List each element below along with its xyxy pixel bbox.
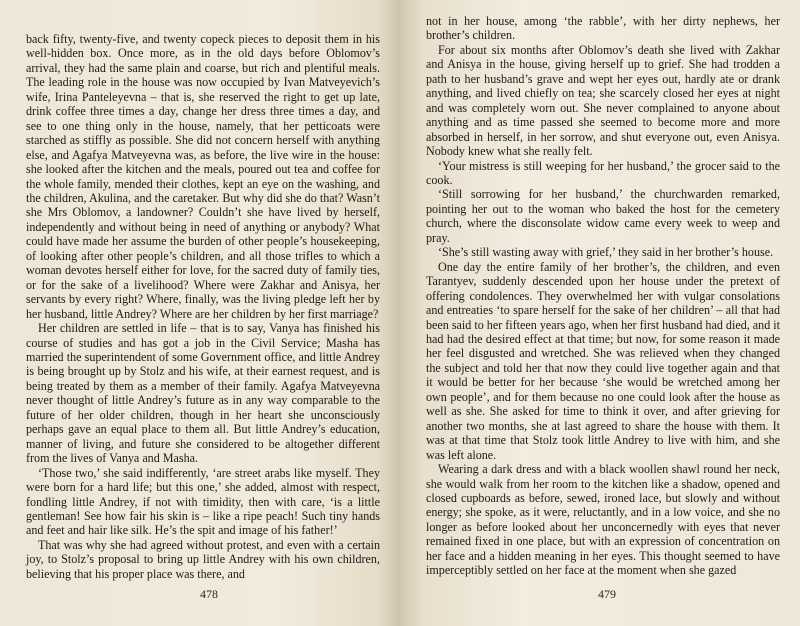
paragraph: For about six months after Oblomov’s death she lived with Zakhar and Anisya in the house, giving herself up to grief. She had trodden a path to her husband’s grave and wept her eyes out, hardly ate or drank anything, and lived chiefly on tea; she scarcely closed her eyes at night and was completely worn out. She never complained to anyone about anything and as time passed she seemed to become more and more absorbed in herself, in her sorrow, and shut everyone out, even Anisya. Nobody knew what she really felt. [426, 42, 780, 159]
paragraph: Wearing a dark dress and with a black woollen shawl round her neck, she would walk from her room to the kitchen like a shadow, opened and closed cupboards as before, sewed, ironed lace, but slowly and without energy; she spoke, as it were, reluctantly, and in a low voice, and she no longer as before looked about her unconcernedly with eyes that never remained fixed in one place, but with an expression of concentration on her face and a hidden meaning in her eyes. This thought seemed to have imperceptibly settled on her face at the moment when she gazed [426, 462, 780, 578]
paragraph: That was why she had agreed without protest, and even with a certain joy, to Stolz’s proposal to bring up little Andrey with his own children, believing that his proper place was there, and [26, 537, 380, 581]
right-page-text [426, 14, 780, 578]
paragraph: back fifty, twenty-five, and twenty copeck pieces to deposit them in his well-hidden box. Once more, as in the old days before Oblomov’s arrival, they had the same plain and coarse, but rich and plentiful meals. The leading role in the house was now occupied by Ivan Matveyevich’s wife, Irina Panteleyevna – that is, she reserved the right to get up late, drink coffee three times a day, change her dress three times a day, and see to one thing only in the house, namely, that her petticoats were starched as stiffly as possible. She did not concern herself with anything else, and Agafya Matveyevna was, as before, the live wire in the house: she looked after the kitchen and the meals, poured out tea and coffee for the whole family, mended their clothes, kept an eye on the washing, and the children, Akulina, and the caretaker. But why did she do that? Wasn’t she Mrs Oblomov, a landowner? Couldn’t she have lived by herself, independently and without being in need of anything or anybody? What could have made her assume the burden of other people’s housekeeping, of looking after other people’s children, and all those trifles to which a woman devotes herself either for love, for the sacred duty of family ties, or for the sake of a livelihood? Where were Zakhar and Anisya, her servants by every right? Where, finally, was the living pledge left her by her husband, little Andrey? Where are her children by her first marriage? [26, 32, 380, 321]
paragraph: One day the entire family of her brother’s, the children, and even Tarantyev, suddenly descended upon her house under the pretext of offering condolences. They overwhelmed her with vulgar consolations and entreaties ‘to spare herself for the sake of her children’ – all that had been said to her fifteen years ago, when her first husband had died, and it had had the desired effect at that time; but now, for some reason it made her feel disgusted and wretched. She was relieved when they changed the subject and told her that now they could live together again and that it would be better for her because ‘she would be wretched among her own people’, and for them because no one could look after the house as well as she. She asked for time to think it over, and after grieving for another two months, she at last agreed to share the house with them. It was at that time that Stolz took little Andrey to live with him, and she was left alone. [426, 259, 780, 462]
paragraph: ‘She’s still wasting away with grief,’ they said in her brother’s house. [438, 245, 774, 260]
left-page-text [26, 32, 380, 581]
page-number: 479 [598, 587, 616, 601]
page-number: 478 [200, 587, 218, 601]
paragraph: ‘Your mistress is still weeping for her husband,’ the grocer said to the cook. [426, 158, 780, 187]
paragraph: ‘Those two,’ she said indifferently, ‘are street arabs like myself. They were born for a hard life; but this one,’ she added, almost with respect, fondling little Andrey, if not with timidity, then with care, ‘is a little gentleman! See how fair his skin is – like a ripe peach! Such tiny hands and feet and hair like silk. He’s the spit and image of his father!’ [26, 465, 380, 538]
right-page [400, 0, 800, 626]
paragraph: ‘Still sorrowing for her husband,’ the churchwarden remarked, pointing her out to the woman who baked the host for the cemetery church, where the disconsolate widow came every week to weep and pray. [426, 187, 780, 245]
paragraph: not in her house, among ‘the rabble’, with her dirty nephews, her brother’s children. [426, 14, 780, 43]
paragraph: Her children are settled in life – that is to say, Vanya has finished his course of studies and has got a job in the Civil Service; Masha has married the superintendent of some Government office, and little Andrey is being brought up by Stolz and his wife, at their earnest request, and is being treated by them as a member of their family. Agafya Matveyevna never thought of little Andrey’s future as in any way comparable to the future of her older children, though in her heart she unconsciously perhaps gave an equal place to them all. But little Andrey’s education, manner of living, and future she considered to be altogether different from the lives of Vanya and Masha. [26, 321, 380, 466]
